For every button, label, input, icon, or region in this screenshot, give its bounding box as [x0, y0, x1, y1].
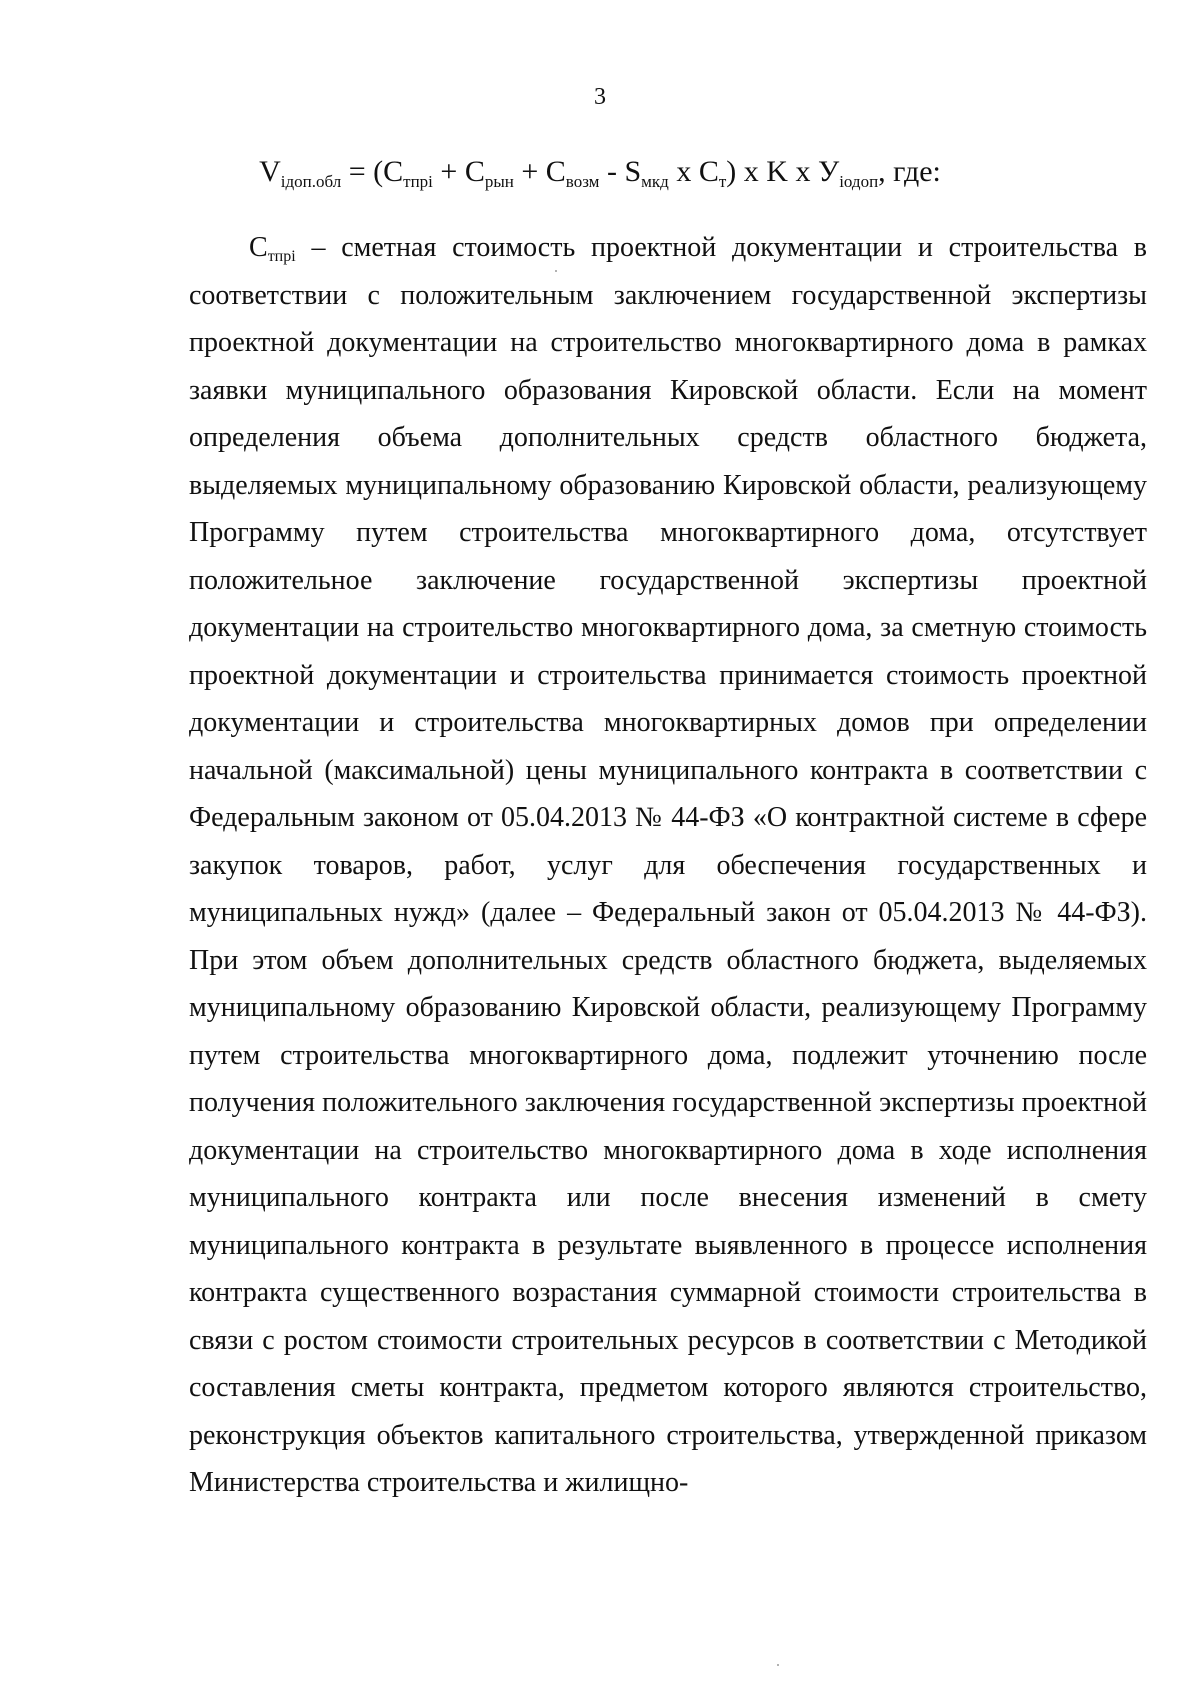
formula-term-ct: $C_т$ — [698, 155, 727, 191]
definition-text: – сметная стоимость проектной документации и строительства в соответствии с положительным заключением государственной экспертизы проектной документации на строительство многоквартирного дома в рамках заявки муниципального образования Кировской области. Если на момент определения объема дополнительных средств областного бюджета, выделяемых муниципальному образованию Кировской области, реализующему Программу путем строительства многоквартирного дома, отсутствует положительное заключение государственной экспертизы проектной документации на строительство многоквартирного дома, за сметную стоимость проектной документации и строительства принимается стоимость проектной документации и строительства многоквартирных домов при определении начальной (максимальной) цены муниципального контракта в соответствии с Федеральным законом от 05.04.2013 № 44-ФЗ «О контрактной системе в сфере закупок товаров, работ, услуг для обеспечения государственных и муниципальных нужд» (далее – Федеральный закон от 05.04.2013 № 44-ФЗ). При этом объем дополнительных средств областного бюджета, выделяемых муниципальному образованию Кировской области, реализующему Программу путем строительства многоквартирного дома, подлежит уточнению после получения положительного заключения государственной экспертизы проектной документации на строительство многоквартирного дома в ходе исполнения муниципального контракта или после внесения изменений в смету муниципального контракта в результате выявленного в процессе исполнения контракта существенного возрастания суммарной стоимости строительства в связи с ростом стоимости строительных ресурсов в соответствии с Методикой составления сметы контракта, предметом которого являются строительство, реконструкция объектов капитального строительства, утвержденной приказом Министерства строительства и жилищно- — [189, 232, 1147, 1498]
definition-paragraph — [189, 224, 1147, 1507]
definition-term: $C_{тпрi}$ — [249, 232, 296, 265]
page-number: 3 — [594, 84, 606, 110]
formula-term-smkd: $S_{мкд}$ — [624, 155, 669, 191]
formula: $V_{iдоп.обл} = (C_{тпрi} + C_{рын} + C_{возм} - S_{мкд}$ x $C_т$) x K x $У_{iодоп}$, где: — [259, 155, 941, 191]
scan-speck — [777, 1664, 779, 1666]
formula-term-k: K — [766, 155, 788, 188]
formula-term-cvozm: $C_{возм}$ — [545, 155, 600, 191]
formula-lhs: $V_{iдоп.обл}$ — [259, 155, 342, 191]
formula-term-ctpri: $C_{тпрi}$ — [383, 155, 433, 191]
formula-term-cryn: $C_{рын}$ — [464, 155, 514, 191]
scan-speck — [555, 270, 557, 272]
formula-term-yiodop: $У_{iодоп}$ — [817, 155, 879, 191]
